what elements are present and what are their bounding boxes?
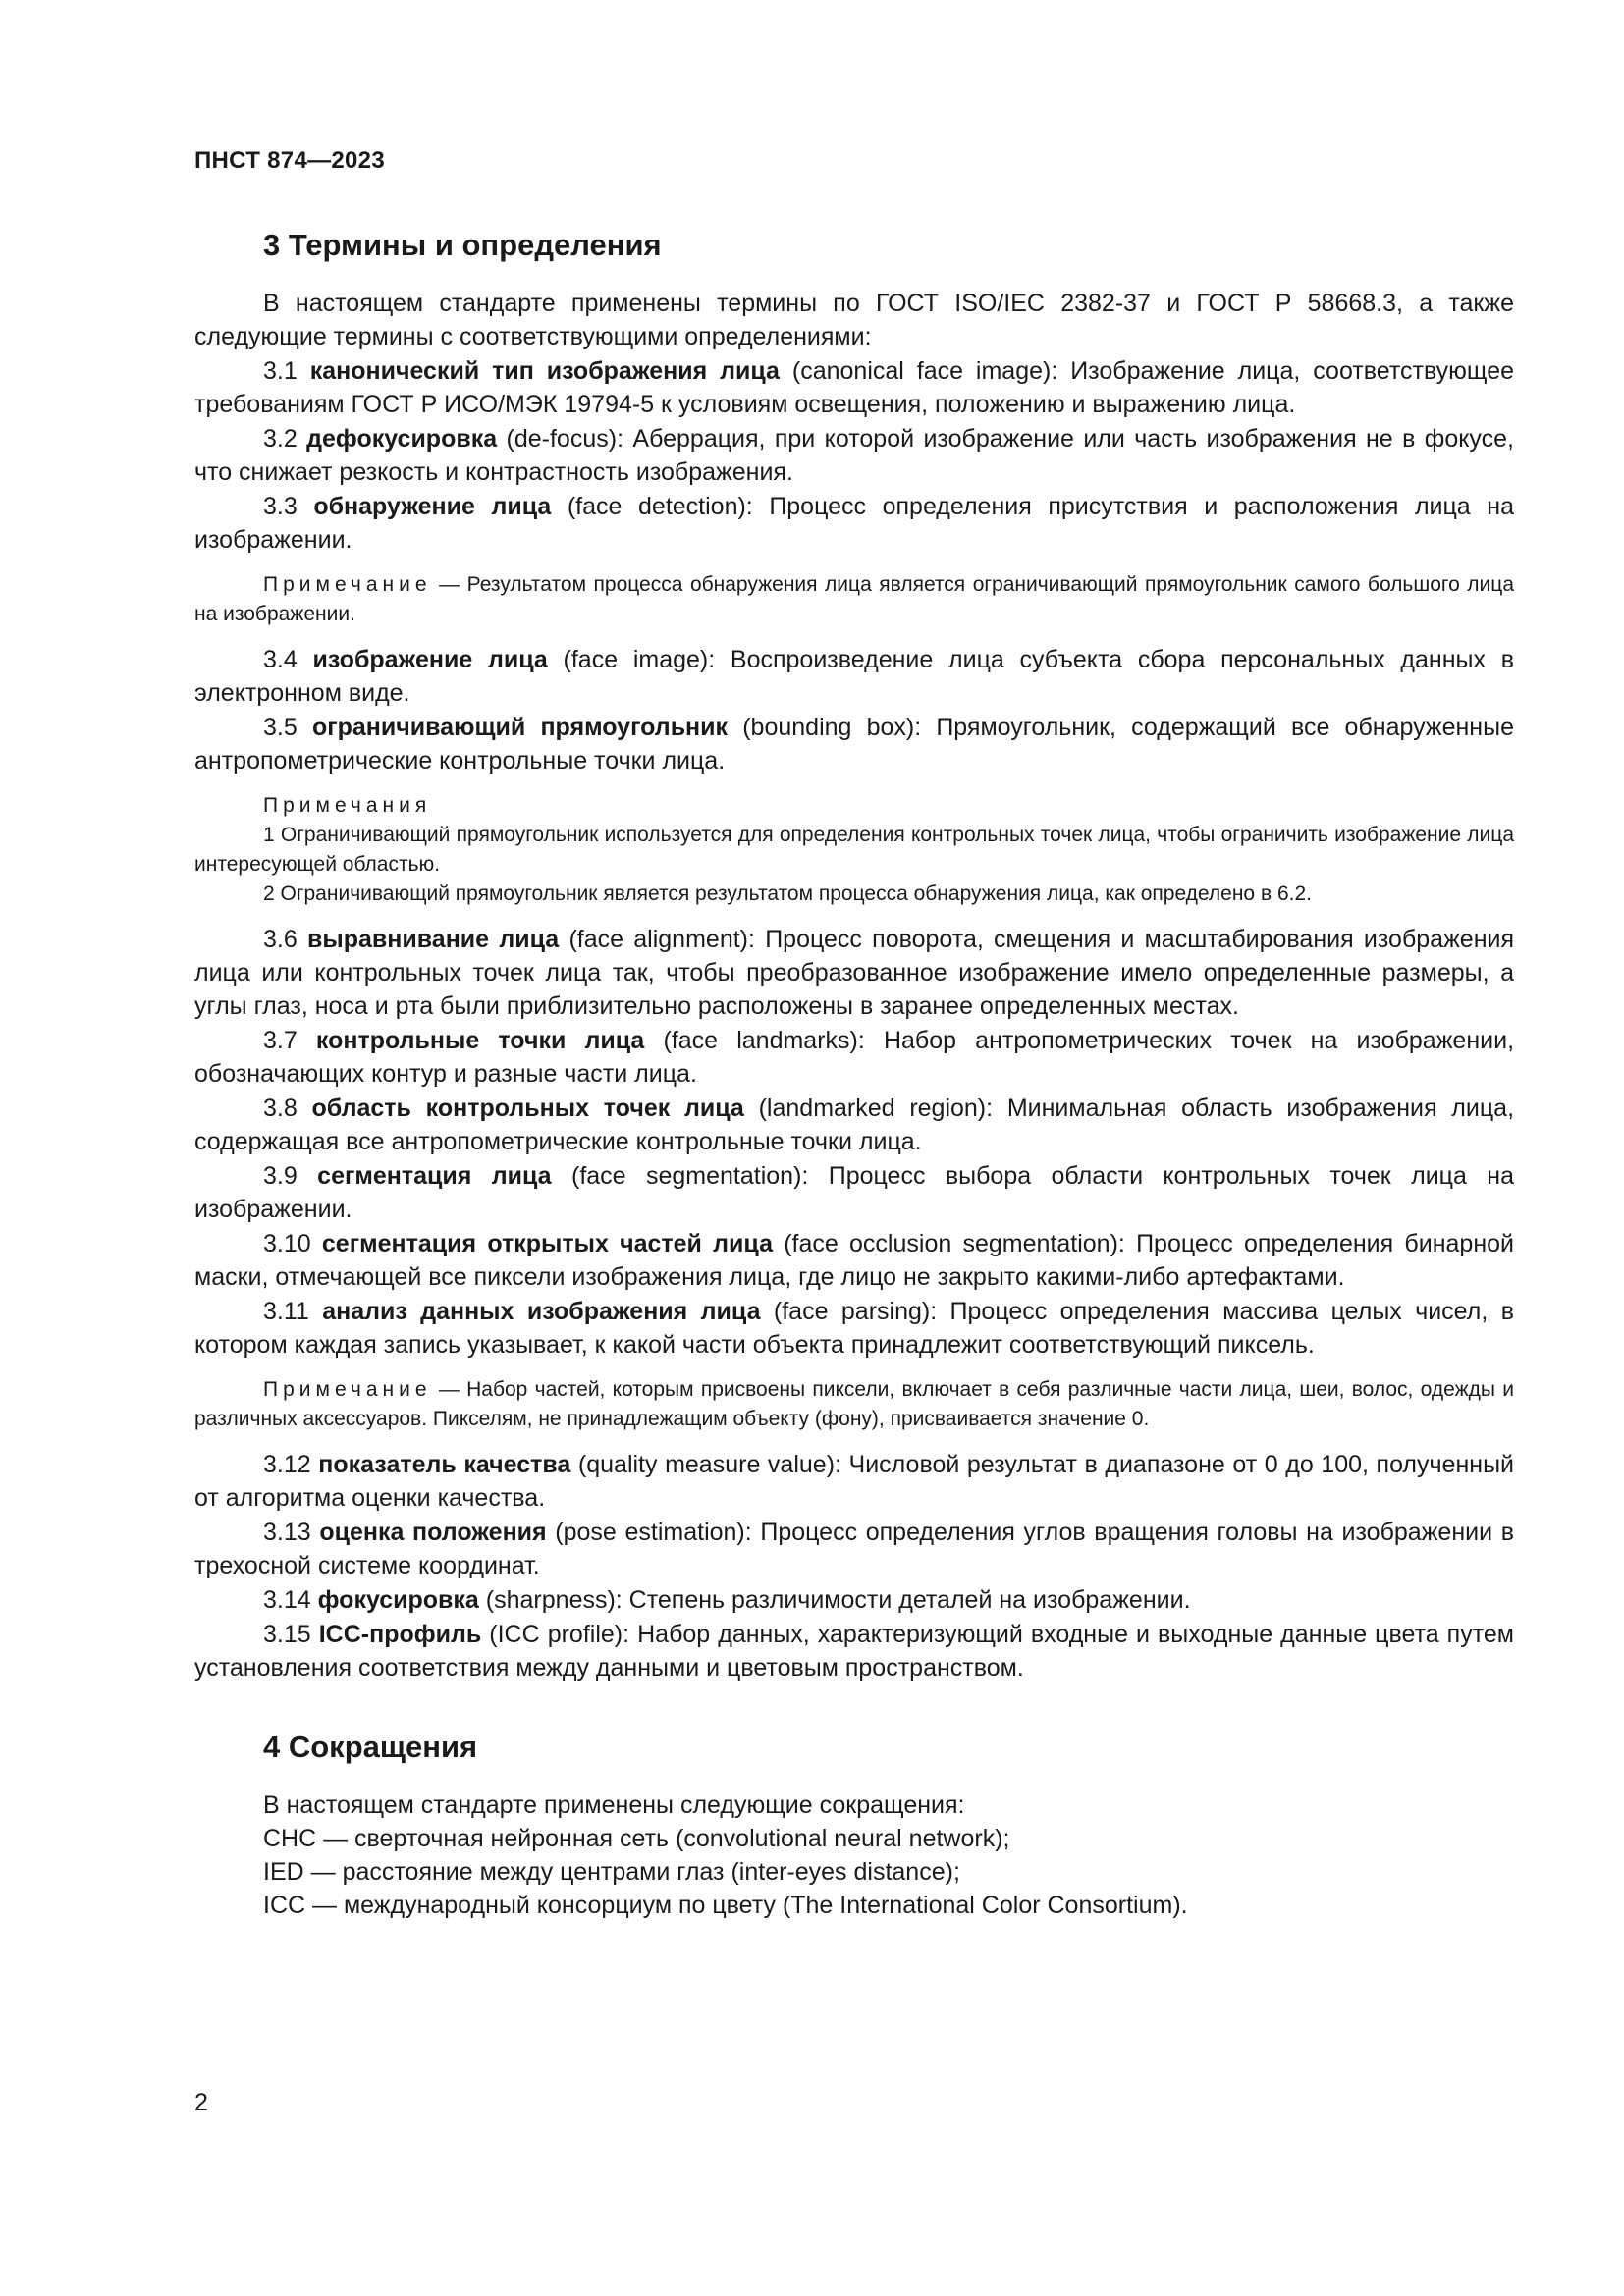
term-3-7: 3.7 контрольные точки лица (face landmarks): Набор антропометрических точек на изображении, обозначающих контур и разные части лица. bbox=[194, 1027, 1515, 1088]
section-4-intro: В настоящем стандарте применены следующие сокращения: bbox=[263, 1791, 965, 1819]
section-4-heading: 4 Сокращения bbox=[263, 1730, 478, 1764]
note-item: 2 Ограничивающий прямоугольник является результатом процесса обнаружения лица, как определено в 6.2. bbox=[263, 882, 1312, 905]
term-3-14: 3.14 фокусировка (sharpness): Степень различимости деталей на изображении. bbox=[263, 1586, 1191, 1614]
abbreviation-item: IED — расстояние между центрами глаз (inter-eyes distance); bbox=[263, 1858, 960, 1886]
abbreviation-item: ICC — международный консорциум по цвету (The International Color Consortium). bbox=[263, 1892, 1188, 1919]
term-3-3: 3.3 обнаружение лица (face detection): Процесс определения присутствия и расположения лица на изображении. bbox=[194, 493, 1514, 554]
note-3-3: Примечание — Результатом процесса обнаружения лица является ограничивающий прямоугольник самого большого лица на изображении. bbox=[194, 573, 1514, 625]
term-3-12: 3.12 показатель качества (quality measure value): Числовой результат в диапазоне от 0 до 100, полученный от алгоритма оценки качества. bbox=[194, 1451, 1514, 1512]
term-3-8: 3.8 область контрольных точек лица (landmarked region): Минимальная область изображения лица, содержащая все антропометрические контрольные точки лица. bbox=[194, 1095, 1515, 1155]
term-3-4: 3.4 изображение лица (face image): Воспроизведение лица субъекта сбора персональных данных в электронном виде. bbox=[194, 646, 1515, 707]
notes-3-5 bbox=[194, 791, 1514, 909]
note-3-11: Примечание — Набор частей, которым присвоены пиксели, включает в себя различные части лица, шеи, волос, одежды и различных аксессуаров. Пикселям, не принадлежащим объекту (фону), присваивается значение 0. bbox=[194, 1378, 1514, 1430]
term-3-13: 3.13 оценка положения (pose estimation): Процесс определения углов вращения головы на изображении в трехосной системе координат. bbox=[194, 1519, 1514, 1579]
term-3-11: 3.11 анализ данных изображения лица (face parsing): Процесс определения массива целых чисел, в котором каждая запись указывает, к какой части объекта принадлежит соответствующий пиксель. bbox=[194, 1298, 1514, 1359]
notes-3-5-label: Примечания bbox=[263, 794, 432, 817]
term-3-6: 3.6 выравнивание лица (face alignment): Процесс поворота, смещения и масштабирования изображения лица или контрольных точек лица так, чтобы преобразованное изображение имело определенные размеры, а углы глаз, носа и рта были приблизительно расположены в заранее определенных местах. bbox=[194, 926, 1515, 1020]
document-header: ПНСТ 874—2023 bbox=[194, 147, 385, 174]
note-item: 1 Ограничивающий прямоугольник используется для определения контрольных точек лица, чтобы ограничить изображение лица интересующей областью. bbox=[194, 824, 1514, 876]
term-3-15: 3.15 ICC-профиль (ICC profile): Набор данных, характеризующий входные и выходные данные цвета путем установления соответствия между данными и цветовым пространством. bbox=[194, 1621, 1514, 1682]
term-3-5: 3.5 ограничивающий прямоугольник (bounding box): Прямоугольник, содержащий все обнаруженные антропометрические контрольные точки лица. bbox=[194, 714, 1514, 774]
term-3-10: 3.10 сегментация открытых частей лица (face occlusion segmentation): Процесс определения бинарной маски, отмечающей все пиксели изображения лица, где лицо не закрыто какими-либо артефактами. bbox=[194, 1230, 1514, 1291]
section-3-intro: В настоящем стандарте применены термины по ГОСТ ISO/IEC 2382-37 и ГОСТ Р 58668.3, а также следующие термины с соответствующими определениями: bbox=[194, 290, 1514, 350]
section-3-heading: 3 Термины и определения bbox=[263, 228, 662, 262]
term-3-1: 3.1 канонический тип изображения лица (canonical face image): Изображение лица, соответствующее требованиям ГОСТ Р ИСО/МЭК 19794-5 к условиям освещения, положению и выражению лица. bbox=[194, 357, 1515, 418]
page-content bbox=[194, 228, 1514, 1922]
term-3-9: 3.9 сегментация лица (face segmentation): Процесс выбора области контрольных точек лица на изображении. bbox=[194, 1162, 1515, 1223]
page-number: 2 bbox=[194, 2089, 208, 2116]
abbreviation-item: СНС — сверточная нейронная сеть (convolutional neural network); bbox=[263, 1825, 1010, 1852]
term-3-2: 3.2 дефокусировка (de-focus): Аберрация, при которой изображение или часть изображения не в фокусе, что снижает резкость и контрастность изображения. bbox=[194, 425, 1515, 486]
